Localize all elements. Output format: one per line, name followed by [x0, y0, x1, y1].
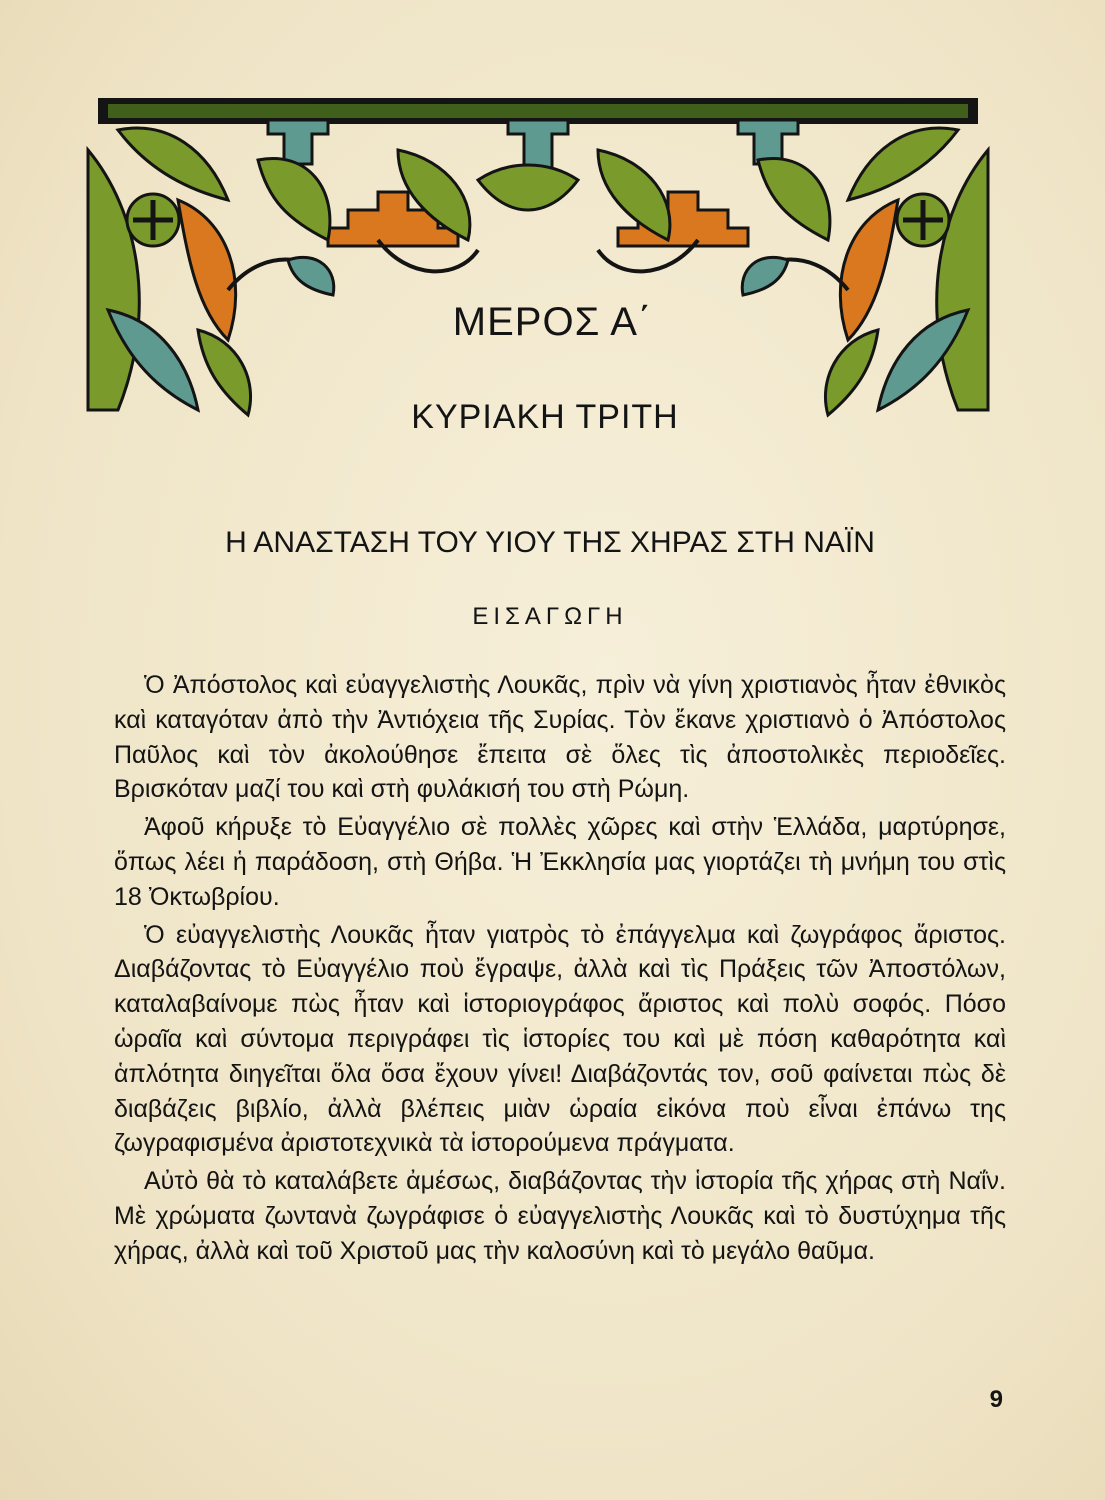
paragraph: Ὁ εὐαγγελιστὴς Λουκᾶς ἦταν γιατρὸς τὸ ἐπάγγελμα καὶ ζωγράφος ἄριστος. Διαβάζοντας τὸ Εὐαγγέλιο ποὺ ἔγραψε, ἀλλὰ καὶ τὶς Πράξεις τῶν Ἀποστόλων, καταλαβαίνομε πὼς ἦταν καὶ ἱστοριογράφος ἄριστος καὶ πολὺ σοφός. Πόσο ὡραῖα καὶ σύντομα περιγράφει τὶς ἱστορίες του καὶ μὲ πόση καθαρότητα καὶ ἁπλότητα διηγεῖται ὅλα ὅσα ἔχουν γίνει! Διαβάζοντάς τον, σοῦ φαίνεται πὼς δὲ διαβάζεις βιβλίο, ἀλλὰ βλέπεις μιὰν ὡραία εἰκόνα ποὺ εἶναι ἐπάνω της ζωγραφισμένα ἀριστοτεχνικὰ τὰ ἱστορούμενα πράγματα. — [114, 920, 1006, 1158]
body-text — [114, 668, 1006, 1272]
part-title: ΜΕΡΟΣ Α΄ — [452, 300, 653, 344]
paragraph: Αὐτὸ θὰ τὸ καταλάβετε ἀμέσως, διαβάζοντας τὴν ἱστορία τῆς χήρας στὴ Ναΐν. Μὲ χρώματα ζωντανὰ ζωγράφισε ὁ εὐαγγελιστὴς Λουκᾶς καὶ τὸ δυστύχημα τῆς χήρας, ἀλλὰ καὶ τοῦ Χριστοῦ μας τὴν καλοσύνη καὶ τὸ μεγάλο θαῦμα. — [114, 1167, 1006, 1265]
intro-heading: ΕΙΣΑΓΩΓΗ — [472, 603, 628, 630]
ornamental-header-border — [78, 90, 998, 420]
paragraph: Ἀφοῦ κήρυξε τὸ Εὐαγγέλιο σὲ πολλὲς χῶρες καὶ στὴν Ἑλλάδα, μαρτύρησε, ὅπως λέει ἡ παράδοση, στὴ Θήβα. Ἡ Ἐκκλησία μας γιορτάζει τὴ μνήμη του στὶς 18 Ὀκτωβρίου. — [114, 813, 1006, 911]
page-number: 9 — [989, 1386, 1003, 1413]
day-title: ΚΥΡΙΑΚΗ ΤΡΙΤΗ — [411, 398, 679, 436]
chapter-title: Η ΑΝΑΣΤΑΣΗ ΤΟΥ ΥΙΟΥ ΤΗΣ ΧΗΡΑΣ ΣΤΗ ΝΑΪΝ — [225, 526, 875, 559]
paragraph: Ὁ Ἀπόστολος καὶ εὐαγγελιστὴς Λουκᾶς, πρὶν νὰ γίνη χριστιανὸς ἦταν ἐθνικὸς καὶ καταγόταν ἀπὸ τὴν Ἀντιόχεια τῆς Συρίας. Τὸν ἔκανε χριστιανὸ ὁ Ἀπόστολος Παῦλος καὶ τὸν ἀκολούθησε ἔπειτα σὲ ὅλες τὶς ἀποστολικὲς περιοδεῖες. Βρισκόταν μαζί του καὶ στὴ φυλάκισή του στὴ Ρώμη. — [114, 671, 1006, 804]
